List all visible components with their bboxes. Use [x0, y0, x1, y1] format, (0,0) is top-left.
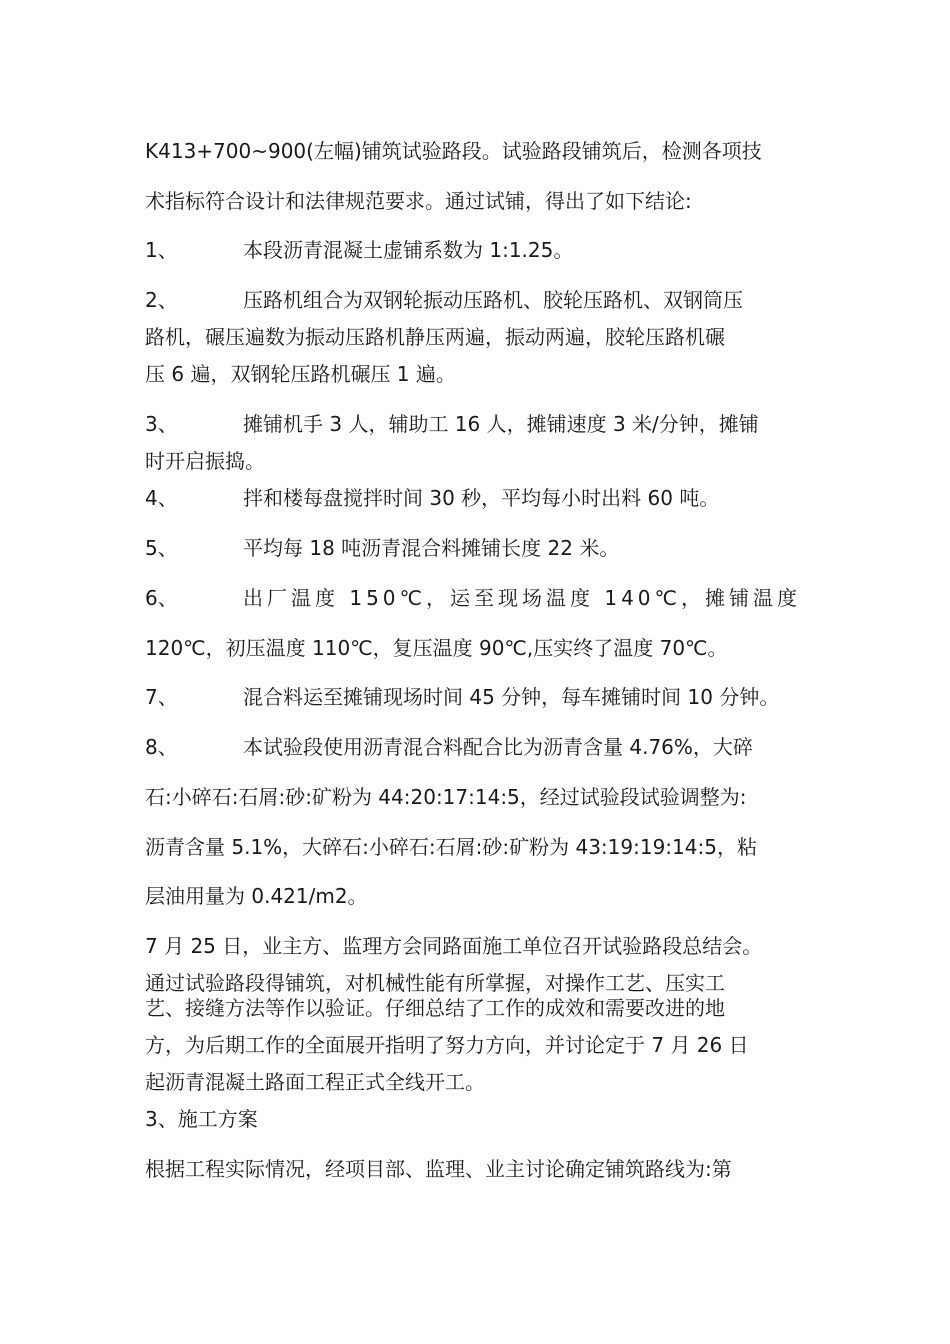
list-number: 2、	[145, 288, 178, 312]
list-item	[145, 486, 815, 510]
list-text: 出厂温度 150℃，运至现场温度 140℃，摊铺温度	[243, 586, 801, 610]
text-line: 起沥青混凝土路面工程正式全线开工。	[145, 1070, 485, 1094]
list-number: 6、	[145, 586, 178, 610]
list-item	[145, 238, 815, 262]
text-line: K413+700~900(左幅)铺筑试验路段。试验路段铺筑后，检测各项技	[145, 139, 762, 163]
list-item	[145, 288, 815, 312]
text-line: 压 6 遍，双钢轮压路机碾压 1 遍。	[145, 362, 456, 386]
list-number: 7、	[145, 685, 178, 709]
text-line: 石:小碎石:石屑:砂:矿粉为 44:20:17:14:5，经过试验段试验调整为:	[145, 785, 747, 809]
text-line: 120℃，初压温度 110℃，复压温度 90℃,压实终了温度 70℃。	[145, 636, 728, 660]
list-text: 压路机组合为双钢轮振动压路机、胶轮压路机、双钢筒压	[243, 288, 743, 312]
text-line: 通过试验路段得铺筑，对机械性能有所掌握，对操作工艺、压实工	[145, 971, 725, 995]
text-line: 时开启振捣。	[145, 449, 265, 473]
text-line: 艺、接缝方法等作以验证。仔细总结了工作的成效和需要改进的地	[145, 996, 725, 1020]
text-line: 路机，碾压遍数为振动压路机静压两遍，振动两遍，胶轮压路机碾	[145, 325, 725, 349]
list-text: 本段沥青混凝土虚铺系数为 1:1.25。	[243, 238, 574, 262]
list-text: 拌和楼每盘搅拌时间 30 秒，平均每小时出料 60 吨。	[243, 486, 720, 510]
text-line: 术指标符合设计和法律规范要求。通过试铺，得出了如下结论:	[145, 189, 692, 213]
list-item	[145, 685, 815, 709]
list-text: 摊铺机手 3 人，辅助工 16 人，摊铺速度 3 米/分钟，摊铺	[243, 412, 759, 436]
list-text: 平均每 18 吨沥青混合料摊铺长度 22 米。	[243, 536, 620, 560]
list-number: 3、	[145, 412, 178, 436]
text-line: 方，为后期工作的全面展开指明了努力方向，并讨论定于 7 月 26 日	[145, 1033, 749, 1057]
list-number: 4、	[145, 486, 178, 510]
section-heading: 3、施工方案	[145, 1107, 258, 1131]
text-line: 7 月 25 日，业主方、监理方会同路面施工单位召开试验路段总结会。	[145, 934, 763, 958]
list-item	[145, 735, 815, 759]
list-item	[145, 536, 815, 560]
list-item	[145, 586, 815, 610]
text-line: 沥青含量 5.1%，大碎石:小碎石:石屑:砂:矿粉为 43:19:19:14:5，粘	[145, 835, 757, 859]
list-text: 混合料运至摊铺现场时间 45 分钟，每车摊铺时间 10 分钟。	[243, 685, 780, 709]
list-number: 1、	[145, 238, 178, 262]
list-item	[145, 412, 815, 436]
text-line: 根据工程实际情况，经项目部、监理、业主讨论确定铺筑路线为:第	[145, 1157, 732, 1181]
list-number: 8、	[145, 735, 178, 759]
list-number: 5、	[145, 536, 178, 560]
list-text: 本试验段使用沥青混合料配合比为沥青含量 4.76%，大碎	[243, 735, 753, 759]
text-line: 层油用量为 0.421/m2。	[145, 884, 368, 908]
